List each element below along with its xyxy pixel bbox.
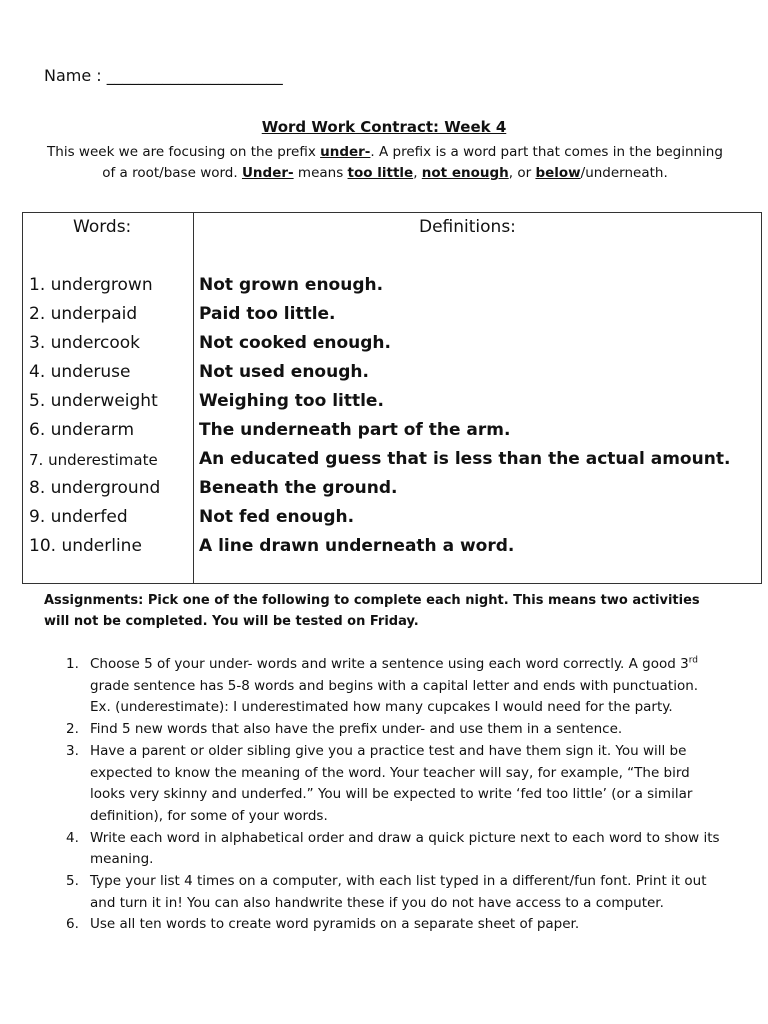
- item-text: Find 5 new words that also have the prefix under- and use them in a sentence.: [90, 721, 623, 738]
- word-cell: 7. underestimate: [29, 451, 158, 469]
- meaning-not-enough: not enough: [421, 165, 509, 181]
- name-field-label: Name : ______________________: [44, 66, 283, 85]
- definition-cell: The underneath part of the arm.: [199, 420, 511, 440]
- table-row: [23, 478, 763, 507]
- definition-cell: An educated guess that is less than the actual amount.: [199, 449, 731, 469]
- table-row: [23, 333, 763, 362]
- item-text: Write each word in alphabetical order and draw a quick picture next to each word to show its meaning.: [90, 829, 720, 868]
- table-row: [23, 449, 763, 478]
- item-number: 6.: [66, 916, 79, 933]
- intro-prefix: under-: [320, 144, 371, 160]
- meaning-too-little: too little: [347, 165, 414, 181]
- list-item: [66, 871, 726, 914]
- intro-text: , or: [508, 165, 536, 181]
- item-text: grade sentence has 5-8 words and begins with a capital letter and ends with punctuation.: [90, 677, 699, 694]
- item-text: Choose 5 of your under- words and write a sentence using each word correctly. A good 3: [90, 656, 689, 672]
- table-row: [23, 420, 763, 449]
- item-text: Have a parent or older sibling give you a practice test and have them sign it. You will be expected to know the meaning of the word. Your teacher will say, for example, “The bird looks very skinny and underfed.” You will be expected to write ‘fed too little’ (or a similar definition), for some of your words.: [90, 742, 693, 824]
- definition-cell: A line drawn underneath a word.: [199, 536, 515, 556]
- intro-paragraph: [40, 142, 730, 184]
- word-cell: 6. underarm: [29, 420, 135, 440]
- page-title: Word Work Contract: Week 4: [261, 118, 507, 136]
- list-item: [66, 719, 726, 741]
- meaning-below: below: [535, 165, 581, 181]
- intro-text: This week we are focusing on the prefix: [47, 144, 321, 160]
- item-number: 3.: [66, 742, 79, 759]
- table-row: [23, 507, 763, 536]
- definition-cell: Not grown enough.: [199, 275, 384, 295]
- example-text: Ex. (underestimate): I underestimated how many cupcakes I would need for the party.: [90, 699, 673, 716]
- item-text: Type your list 4 times on a computer, with each list typed in a different/fun font. Print it out and turn it in! You can also handwrite these if you do not have access to a computer.: [90, 873, 707, 911]
- table-row: [23, 391, 763, 420]
- item-number: 1.: [66, 656, 79, 672]
- definition-cell: Paid too little.: [199, 304, 336, 324]
- definition-cell: Not fed enough.: [199, 507, 355, 527]
- words-header: Words:: [73, 217, 132, 237]
- word-cell: 10. underline: [29, 536, 142, 556]
- item-number: 5.: [66, 873, 79, 890]
- list-item: [66, 741, 726, 828]
- word-cell: 4. underuse: [29, 362, 131, 382]
- table-row: [23, 304, 763, 333]
- word-cell: 9. underfed: [29, 507, 128, 527]
- definitions-header: Definitions:: [419, 217, 516, 237]
- definition-cell: Not cooked enough.: [199, 333, 391, 353]
- item-number: 4.: [66, 829, 79, 846]
- word-cell: 1. undergrown: [29, 275, 153, 295]
- intro-prefix-cap: Under-: [241, 165, 294, 181]
- item-text: Use all ten words to create word pyramids on a separate sheet of paper.: [90, 916, 580, 933]
- word-cell: 3. undercook: [29, 333, 141, 353]
- intro-text: . A prefix is a word part that comes in the beginning of a root/base word.: [102, 144, 723, 181]
- definition-cell: Not used enough.: [199, 362, 369, 382]
- assignments-intro: Assignments: Pick one of the following to complete each night. This means two activities will not be completed. You will be tested on Friday.: [44, 593, 700, 629]
- assignment-list: [66, 654, 726, 936]
- word-cell: 8. underground: [29, 478, 161, 498]
- intro-text: /underneath.: [580, 165, 668, 181]
- intro-text: means: [293, 165, 348, 181]
- intro-text: ,: [413, 165, 422, 181]
- list-item: [66, 654, 726, 719]
- table-row: [23, 362, 763, 391]
- list-item: [66, 828, 726, 871]
- table-row: [23, 536, 763, 565]
- definition-cell: Weighing too little.: [199, 391, 384, 411]
- word-cell: 2. underpaid: [29, 304, 138, 324]
- word-definition-table: [22, 212, 762, 584]
- word-cell: 5. underweight: [29, 391, 158, 411]
- item-number: 2.: [66, 721, 79, 738]
- list-item: [66, 914, 726, 936]
- table-row: [23, 275, 763, 304]
- definition-cell: Beneath the ground.: [199, 478, 398, 498]
- superscript: rd: [688, 655, 698, 666]
